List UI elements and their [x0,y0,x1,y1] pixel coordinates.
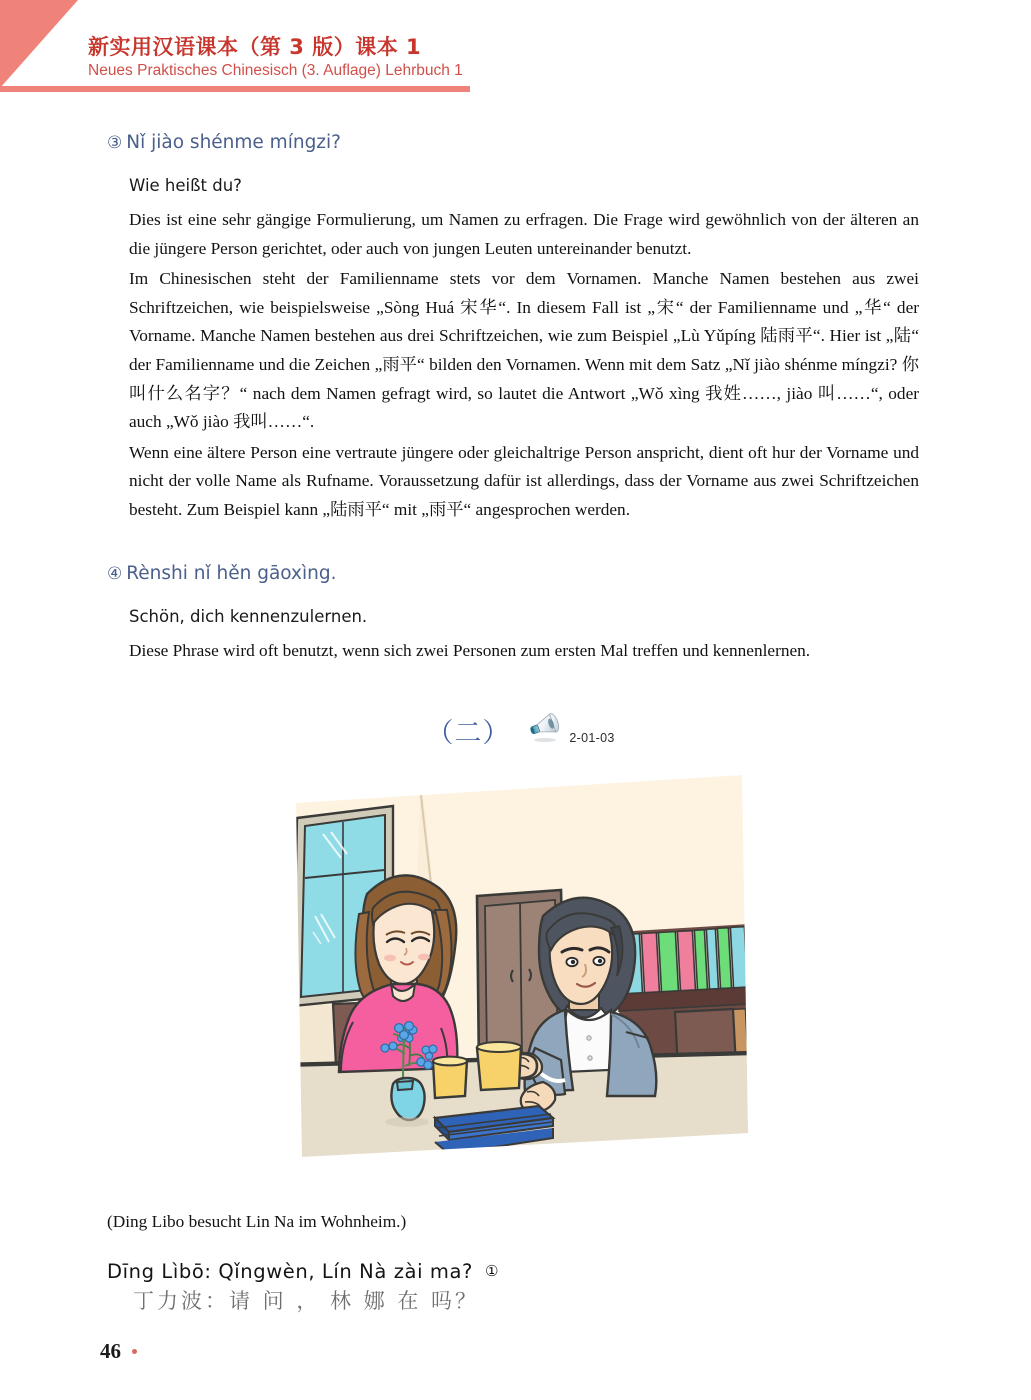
stage-direction: (Ding Libo besucht Lin Na im Wohnheim.) [107,1212,407,1232]
paragraph: Wenn eine ältere Person eine vertraute jüngere oder gleichaltrige Person anspricht, dient oft hur der Vorname und nicht der volle Name als Rufname. Voraussetzung dafür ist allerdings, dass der Vorname aus zwei Schriftzeichen besteht. Zum Beispiel kann „陆雨平“ mit „雨平“ angesprochen werden. [129,442,919,519]
section-number-4: ④ [107,563,123,584]
corner-wedge-decoration [0,0,78,88]
section-heading-3 [107,128,1031,158]
book-title-chinese: 新实用汉语课本（第 3 版）课本 1 [88,35,422,59]
megaphone-icon[interactable] [528,713,562,748]
scene-illustration [281,766,751,1166]
folio-dot-decoration [132,1349,137,1354]
paragraph: Diese Phrase wird oft benutzt, wenn sich zwei Personen zum ersten Mal treffen und kennenlernen. [129,640,811,660]
header-titles [88,34,463,81]
section-body-4 [129,601,919,666]
section-number-3: ③ [107,133,123,153]
header-underline [0,86,470,92]
section-gloss-3: Wie heißt du? [129,176,242,195]
part-label: （二） [426,718,511,750]
paragraph: Dies ist eine sehr gängige Formulierung, um Namen zu erfragen. Die Frage wird gewöhnlich von der älteren an die jüngere Person gerichtet, oder auch von jungen Leuten untereinander benutzt. [129,210,919,258]
section-gloss-4: Schön, dich kennenzulernen. [129,606,368,626]
illustration-wrapper [0,766,1031,1166]
section-title-3: Nǐ jiào shénme míngzi? [126,132,341,153]
paragraph: Im Chinesischen steht der Familienname stets vor dem Vornamen. Manche Namen bestehen aus zwei Schriftzeichen, wie beispielsweise „Sòng Huá 宋华“. In diesem Fall ist „宋“ der Familienname und „华“ der Vorname. Manche Namen bestehen aus drei Schriftzeichen, wie zum Beispiel „Lù Yǔpíng 陆雨平“. Hier ist „陆“ der Familienname und die Zeichen „雨平“ bilden den Vornamen. Wenn mit dem Satz „Nǐ jiào shénme míngzi? 你叫什么名字？“ nach dem Namen gefragt wird, so lautet die Antwort „Wǒ xìng 我姓……, jiào 叫……“, oder auch „Wǒ jiào 我叫……“. [129,269,919,432]
page-header [0,0,1031,98]
dialogue-pinyin-text: Dīng Lìbō: Qǐngwèn, Lín Nà zài ma? [107,1260,474,1284]
dialogue-line-hanzi: 丁力波：请 问 ， 林 娜 在 吗？ [133,1289,480,1314]
page-footer [100,1339,137,1364]
book-title-german: Neues Praktisches Chinesisch (3. Auflage) Lehrbuch 1 [88,62,463,79]
section-body-3 [129,170,919,525]
section-heading-4 [107,559,1031,589]
audio-chip[interactable] [528,713,614,748]
page-number: 46 [100,1339,121,1363]
dialogue-block [107,1260,1031,1315]
part-marker-row [0,711,1031,750]
footnote-reference[interactable]: ① [485,1262,500,1281]
page-content [0,128,1031,1315]
audio-track-number: 2-01-03 [569,731,615,746]
dialogue-line-pinyin [107,1260,1031,1283]
section-title-4: Rènshi nǐ hěn gāoxìng. [126,562,337,584]
